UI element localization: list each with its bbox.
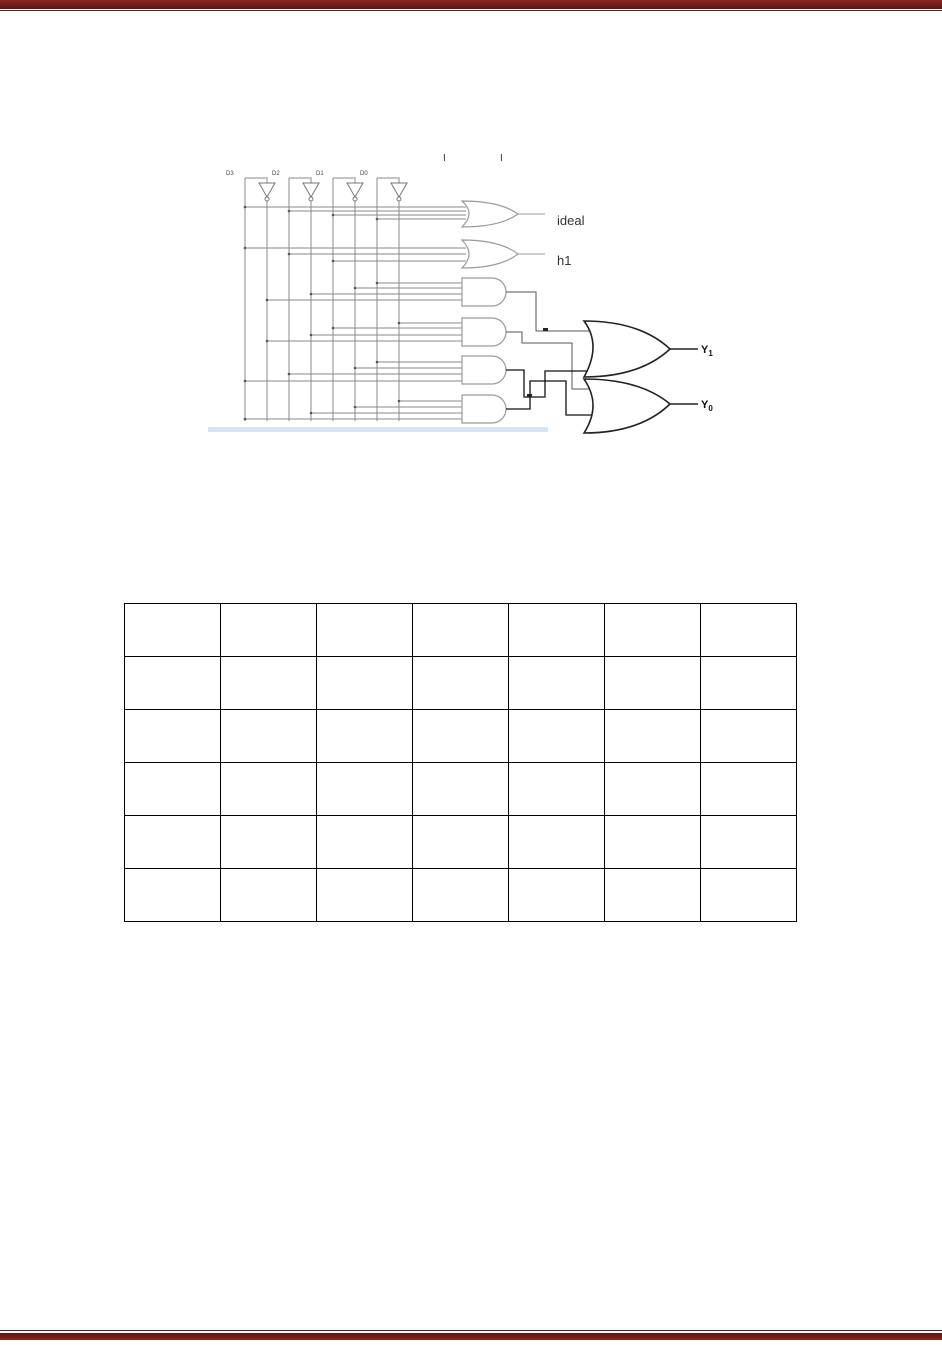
table-cell	[317, 763, 413, 816]
table-cell	[317, 816, 413, 869]
table-cell	[125, 657, 221, 710]
table-cell	[125, 869, 221, 922]
table-cell	[413, 816, 509, 869]
table-cell	[701, 763, 797, 816]
table-cell	[125, 763, 221, 816]
and-gate-2	[462, 318, 506, 346]
not-gate-d2	[303, 183, 319, 201]
table-cell	[221, 657, 317, 710]
table-cell	[221, 710, 317, 763]
and-gate-3	[462, 356, 506, 384]
table-cell	[221, 604, 317, 657]
or-gate-h1	[462, 240, 518, 268]
table-cell	[125, 710, 221, 763]
output-label-y0: $Y_0$	[701, 399, 713, 413]
table-cell	[605, 869, 701, 922]
table-cell	[605, 816, 701, 869]
table-cell	[701, 869, 797, 922]
and-gate-4	[462, 395, 506, 423]
table-cell	[509, 869, 605, 922]
or-gate-ideal	[462, 201, 518, 227]
table-cell	[413, 763, 509, 816]
table-cell	[701, 816, 797, 869]
table-row	[125, 710, 797, 763]
table-cell	[221, 816, 317, 869]
table-row	[125, 657, 797, 710]
output-label-ideal: ideal	[557, 213, 585, 228]
table-cell	[701, 710, 797, 763]
table-cell	[701, 604, 797, 657]
table-cell	[605, 657, 701, 710]
input-label-d1: D1	[316, 171, 324, 177]
table-row	[125, 869, 797, 922]
table-cell	[317, 710, 413, 763]
table-cell	[125, 816, 221, 869]
input-label-d2: D2	[272, 171, 280, 177]
table-cell	[317, 869, 413, 922]
table-row	[125, 604, 797, 657]
table-cell	[509, 710, 605, 763]
table-cell	[413, 657, 509, 710]
output-label-y1: $Y_1$	[701, 344, 713, 358]
not-gate-d3	[259, 183, 275, 201]
table-cell	[125, 604, 221, 657]
table-cell	[221, 869, 317, 922]
stray-mark: I	[443, 153, 446, 164]
table-row	[125, 816, 797, 869]
table-cell	[509, 816, 605, 869]
table-cell	[413, 869, 509, 922]
top-border	[0, 0, 942, 9]
table-cell	[509, 763, 605, 816]
priority-encoder-circuit-diagram	[200, 145, 760, 440]
figure-baseline	[208, 427, 548, 432]
output-label-h1: h1	[557, 253, 572, 268]
input-label-d3: D3	[226, 171, 234, 177]
table-cell	[317, 657, 413, 710]
table-cell	[413, 710, 509, 763]
top-border-line	[0, 10, 942, 11]
bottom-border	[0, 1333, 942, 1340]
table-cell	[701, 657, 797, 710]
table-cell	[605, 604, 701, 657]
and-gate-1	[462, 278, 506, 306]
table-cell	[605, 763, 701, 816]
or-gate-y0	[584, 379, 670, 433]
stray-mark: I	[500, 153, 503, 164]
table-cell	[509, 604, 605, 657]
table-cell	[221, 763, 317, 816]
not-gate-d0	[391, 183, 407, 201]
table-cell	[509, 657, 605, 710]
table-cell	[605, 710, 701, 763]
table-cell	[413, 604, 509, 657]
input-label-d0: D0	[360, 171, 368, 177]
table-cell	[317, 604, 413, 657]
or-gate-y1	[584, 321, 670, 377]
table-row	[125, 763, 797, 816]
not-gate-d1	[347, 183, 363, 201]
truth-table	[124, 603, 797, 922]
bottom-border-line	[0, 1330, 942, 1331]
